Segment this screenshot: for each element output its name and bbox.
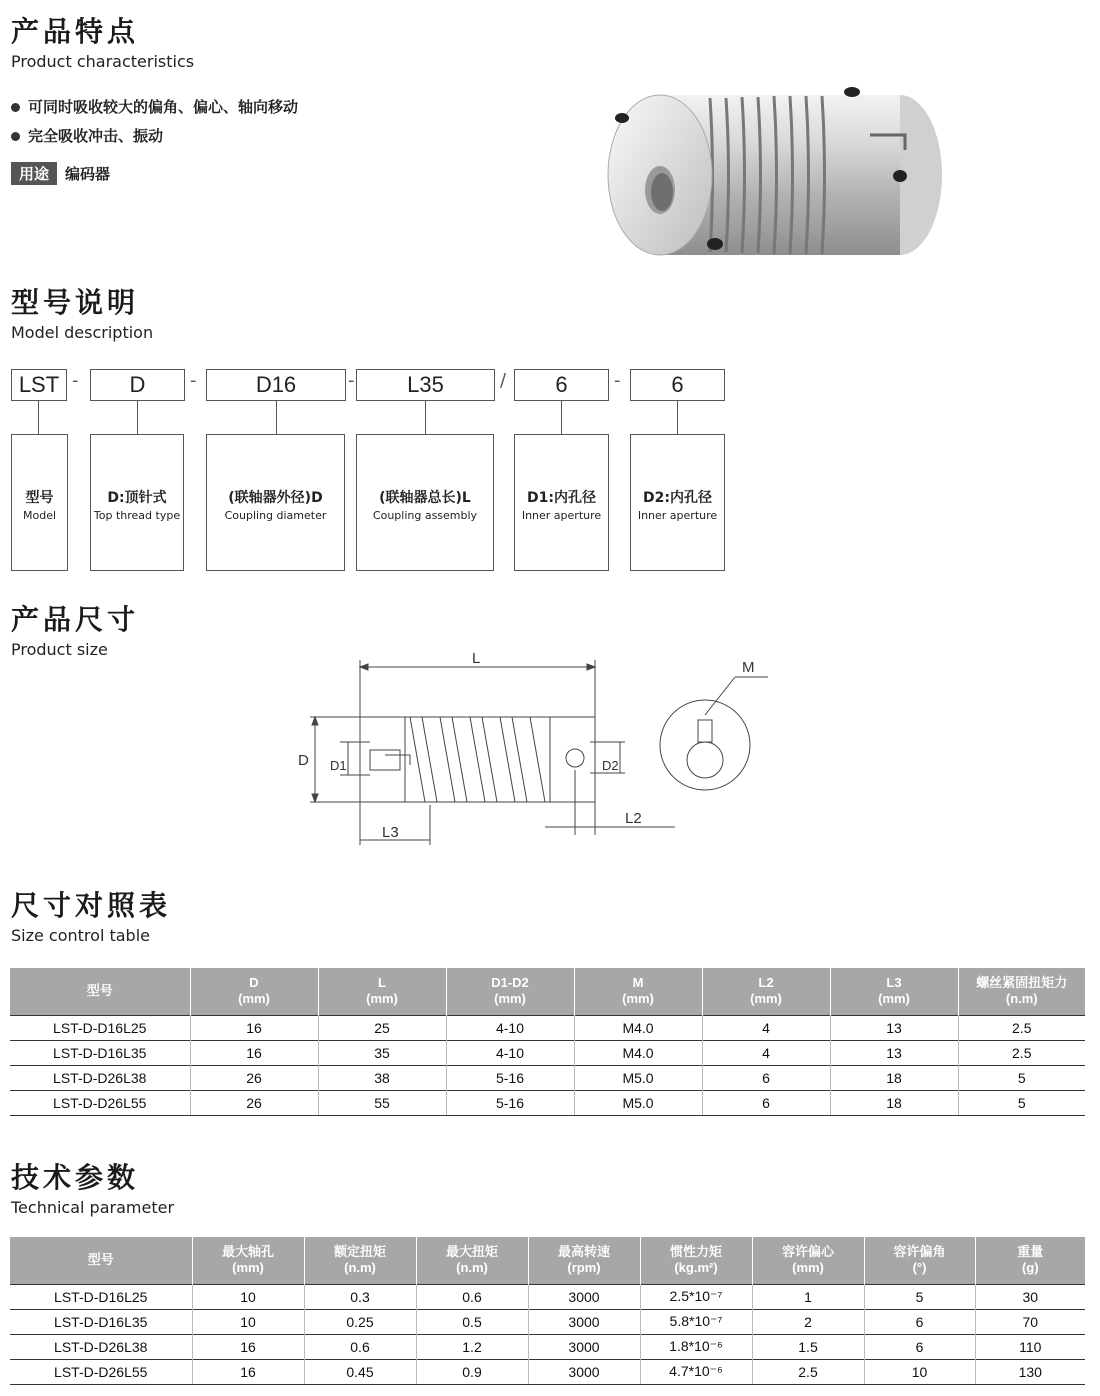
column-header bbox=[640, 1237, 752, 1284]
connector-line bbox=[677, 401, 678, 434]
column-header-unit: (rpm) bbox=[567, 1260, 601, 1276]
table-cell: 6 bbox=[702, 1090, 830, 1115]
bullet-dot-icon bbox=[11, 132, 20, 141]
column-header-label: L2 bbox=[758, 975, 774, 991]
size-table-title-cn: 尺寸对照表 bbox=[11, 889, 172, 922]
connector-line bbox=[425, 401, 426, 434]
dimension-drawing bbox=[290, 645, 780, 855]
coupling-product-image bbox=[600, 80, 950, 270]
column-header-unit: (g) bbox=[1021, 1260, 1039, 1276]
table-cell: LST-D-D26L38 bbox=[10, 1334, 192, 1359]
model-separator: - bbox=[614, 370, 621, 391]
model-desc-box bbox=[11, 434, 68, 571]
model-desc-cn: (联轴器总长)L bbox=[379, 490, 471, 506]
use-label: 用途 bbox=[11, 162, 57, 185]
table-cell: 1 bbox=[752, 1284, 864, 1309]
model-desc-cn: D1:内孔径 bbox=[527, 490, 596, 506]
table-cell: 18 bbox=[830, 1065, 958, 1090]
table-cell: 70 bbox=[975, 1309, 1085, 1334]
model-code-box: D bbox=[90, 369, 185, 401]
table-cell: 4-10 bbox=[446, 1015, 574, 1040]
bullet-dot-icon bbox=[11, 103, 20, 112]
column-header-label: 重量 bbox=[1017, 1244, 1044, 1260]
column-header bbox=[192, 1237, 304, 1284]
table-cell: 10 bbox=[192, 1284, 304, 1309]
column-header-unit: (n.m) bbox=[344, 1260, 376, 1276]
table-row bbox=[10, 1359, 1085, 1384]
dim-label-D: D bbox=[298, 752, 309, 769]
size-control-table bbox=[10, 968, 1085, 1116]
table-cell: 130 bbox=[975, 1359, 1085, 1384]
column-header-unit: (mm) bbox=[792, 1260, 824, 1276]
table-cell: 5-16 bbox=[446, 1065, 574, 1090]
model-desc-en: Coupling diameter bbox=[224, 509, 327, 522]
table-cell: LST-D-D16L25 bbox=[10, 1015, 190, 1040]
connector-line bbox=[561, 401, 562, 434]
column-header-label: 最大轴孔 bbox=[221, 1244, 274, 1260]
table-row bbox=[10, 1090, 1085, 1115]
model-desc-en: Model bbox=[22, 509, 57, 522]
column-header-label: M bbox=[632, 975, 644, 991]
column-header-unit: (mm) bbox=[238, 991, 270, 1007]
table-cell: 3000 bbox=[528, 1359, 640, 1384]
table-cell: 10 bbox=[864, 1359, 975, 1384]
table-row bbox=[10, 1334, 1085, 1359]
column-header-label: 型号 bbox=[87, 1252, 114, 1268]
table-cell: 16 bbox=[190, 1040, 318, 1065]
column-header-unit: (n.m) bbox=[456, 1260, 488, 1276]
table-cell: 0.45 bbox=[304, 1359, 416, 1384]
table-cell: 2.5 bbox=[958, 1040, 1085, 1065]
table-row bbox=[10, 1065, 1085, 1090]
connector-line bbox=[276, 401, 277, 434]
table-cell: M4.0 bbox=[574, 1040, 702, 1065]
column-header-unit: (mm) bbox=[494, 991, 526, 1007]
column-header-label: 最大扭矩 bbox=[445, 1244, 498, 1260]
model-desc-box bbox=[356, 434, 494, 571]
table-cell: 55 bbox=[318, 1090, 446, 1115]
column-header-unit: (mm) bbox=[232, 1260, 264, 1276]
column-header-label: 型号 bbox=[86, 983, 113, 999]
column-header-unit: (mm) bbox=[622, 991, 654, 1007]
table-cell: 5.8*10⁻⁷ bbox=[640, 1309, 752, 1334]
table-cell: 5 bbox=[958, 1065, 1085, 1090]
features-title-en: Product characteristics bbox=[11, 52, 195, 71]
table-cell: 0.5 bbox=[416, 1309, 528, 1334]
column-header-label: 额定扭矩 bbox=[333, 1244, 386, 1260]
column-header-label: 容许偏心 bbox=[781, 1244, 834, 1260]
model-separator: / bbox=[500, 370, 507, 391]
table-cell: 4-10 bbox=[446, 1040, 574, 1065]
column-header bbox=[830, 968, 958, 1015]
table-row bbox=[10, 1040, 1085, 1065]
table-cell: M4.0 bbox=[574, 1015, 702, 1040]
table-cell: M5.0 bbox=[574, 1090, 702, 1115]
table-cell: 6 bbox=[702, 1065, 830, 1090]
table-cell: 0.3 bbox=[304, 1284, 416, 1309]
table-cell: 4.7*10⁻⁶ bbox=[640, 1359, 752, 1384]
column-header bbox=[958, 968, 1085, 1015]
dim-label-D2: D2 bbox=[602, 758, 619, 773]
model-desc-en: Inner aperture bbox=[637, 509, 718, 522]
feature-bullet bbox=[11, 96, 298, 117]
technical-parameter-table bbox=[10, 1237, 1085, 1385]
table-cell: 0.25 bbox=[304, 1309, 416, 1334]
model-desc-en: Inner aperture bbox=[521, 509, 602, 522]
dim-label-L3: L3 bbox=[382, 824, 399, 841]
model-code-box: D16 bbox=[206, 369, 346, 401]
column-header-label: D bbox=[249, 975, 259, 991]
tech-title-cn: 技术参数 bbox=[11, 1161, 140, 1194]
dim-label-D1: D1 bbox=[330, 758, 347, 773]
column-header-label: 螺丝紧固扭矩力 bbox=[976, 975, 1068, 991]
table-cell: 0.6 bbox=[416, 1284, 528, 1309]
column-header-unit: (mm) bbox=[878, 991, 910, 1007]
model-desc-box bbox=[206, 434, 345, 571]
table-cell: 110 bbox=[975, 1334, 1085, 1359]
column-header-unit: (mm) bbox=[366, 991, 398, 1007]
model-desc-en: Coupling assembly bbox=[372, 509, 478, 522]
column-header bbox=[864, 1237, 975, 1284]
model-desc-box bbox=[514, 434, 609, 571]
table-cell: 4 bbox=[702, 1040, 830, 1065]
size-table-title-en: Size control table bbox=[11, 926, 150, 945]
table-cell: 30 bbox=[975, 1284, 1085, 1309]
table-cell: LST-D-D26L38 bbox=[10, 1065, 190, 1090]
model-separator: - bbox=[72, 370, 79, 391]
table-cell: 1.5 bbox=[752, 1334, 864, 1359]
table-cell: 16 bbox=[192, 1334, 304, 1359]
table-cell: 25 bbox=[318, 1015, 446, 1040]
table-cell: LST-D-D16L35 bbox=[10, 1309, 192, 1334]
table-cell: 3000 bbox=[528, 1309, 640, 1334]
table-cell: 35 bbox=[318, 1040, 446, 1065]
column-header bbox=[10, 1237, 192, 1284]
column-header bbox=[752, 1237, 864, 1284]
table-cell: 18 bbox=[830, 1090, 958, 1115]
column-header bbox=[702, 968, 830, 1015]
model-desc-cn: D2:内孔径 bbox=[643, 490, 712, 506]
column-header-label: 容许偏角 bbox=[893, 1244, 946, 1260]
table-row bbox=[10, 1284, 1085, 1309]
table-cell: 1.8*10⁻⁶ bbox=[640, 1334, 752, 1359]
model-code-box: LST bbox=[11, 369, 67, 401]
use-value: 编码器 bbox=[65, 165, 111, 183]
table-cell: 1.2 bbox=[416, 1334, 528, 1359]
features-title-cn: 产品特点 bbox=[11, 15, 140, 48]
model-desc-box bbox=[90, 434, 184, 571]
table-cell: 3000 bbox=[528, 1284, 640, 1309]
use-line bbox=[11, 162, 110, 185]
table-row bbox=[10, 1309, 1085, 1334]
feature-bullet-text: 可同时吸收较大的偏角、偏心、轴向移动 bbox=[28, 98, 299, 116]
model-desc-cn: D:顶针式 bbox=[107, 490, 167, 506]
model-desc-cn: 型号 bbox=[25, 490, 54, 506]
table-cell: 16 bbox=[192, 1359, 304, 1384]
column-header-unit: (kg.m²) bbox=[674, 1260, 718, 1276]
column-header bbox=[10, 968, 190, 1015]
model-code-box: L35 bbox=[356, 369, 495, 401]
model-separator: - bbox=[190, 370, 197, 391]
size-title-en: Product size bbox=[11, 640, 108, 659]
table-cell: 16 bbox=[190, 1015, 318, 1040]
table-cell: 26 bbox=[190, 1090, 318, 1115]
dim-label-L2: L2 bbox=[625, 810, 642, 827]
model-separator: - bbox=[348, 370, 355, 391]
table-cell: 6 bbox=[864, 1334, 975, 1359]
table-cell: 3000 bbox=[528, 1334, 640, 1359]
column-header bbox=[975, 1237, 1085, 1284]
feature-bullet bbox=[11, 125, 163, 146]
table-cell: 0.6 bbox=[304, 1334, 416, 1359]
column-header-unit: (n.m) bbox=[1005, 991, 1038, 1007]
column-header-label: 惯性力矩 bbox=[669, 1244, 722, 1260]
column-header bbox=[528, 1237, 640, 1284]
model-desc-box bbox=[630, 434, 725, 571]
table-cell: 38 bbox=[318, 1065, 446, 1090]
column-header bbox=[446, 968, 574, 1015]
column-header-label: 最高转速 bbox=[557, 1244, 610, 1260]
table-row bbox=[10, 1015, 1085, 1040]
table-cell: LST-D-D26L55 bbox=[10, 1090, 190, 1115]
table-cell: 2.5 bbox=[958, 1015, 1085, 1040]
table-cell: 26 bbox=[190, 1065, 318, 1090]
tech-title-en: Technical parameter bbox=[11, 1198, 175, 1217]
table-cell: 0.9 bbox=[416, 1359, 528, 1384]
model-code-box: 6 bbox=[514, 369, 609, 401]
table-cell: 2.5 bbox=[752, 1359, 864, 1384]
column-header-unit: (°) bbox=[912, 1260, 927, 1276]
dim-label-L: L bbox=[472, 650, 481, 667]
model-desc-en: Top thread type bbox=[93, 509, 181, 522]
column-header bbox=[304, 1237, 416, 1284]
table-cell: 4 bbox=[702, 1015, 830, 1040]
table-cell: 10 bbox=[192, 1309, 304, 1334]
table-cell: 5 bbox=[864, 1284, 975, 1309]
column-header-unit: (mm) bbox=[750, 991, 782, 1007]
column-header-label: D1-D2 bbox=[491, 975, 529, 991]
feature-bullet-text: 完全吸收冲击、振动 bbox=[28, 127, 164, 145]
column-header bbox=[190, 968, 318, 1015]
table-cell: 5-16 bbox=[446, 1090, 574, 1115]
table-cell: 2.5*10⁻⁷ bbox=[640, 1284, 752, 1309]
model-title-en: Model description bbox=[11, 323, 154, 342]
column-header bbox=[416, 1237, 528, 1284]
column-header bbox=[574, 968, 702, 1015]
table-cell: LST-D-D16L35 bbox=[10, 1040, 190, 1065]
table-cell: LST-D-D26L55 bbox=[10, 1359, 192, 1384]
table-cell: LST-D-D16L25 bbox=[10, 1284, 192, 1309]
table-cell: 2 bbox=[752, 1309, 864, 1334]
column-header bbox=[318, 968, 446, 1015]
size-title-cn: 产品尺寸 bbox=[11, 603, 140, 636]
table-cell: 5 bbox=[958, 1090, 1085, 1115]
table-cell: 13 bbox=[830, 1040, 958, 1065]
table-cell: M5.0 bbox=[574, 1065, 702, 1090]
model-desc-cn: (联轴器外径)D bbox=[228, 490, 323, 506]
column-header-label: L bbox=[378, 975, 386, 991]
connector-line bbox=[137, 401, 138, 434]
dim-label-M: M bbox=[742, 659, 755, 676]
model-code-box: 6 bbox=[630, 369, 725, 401]
connector-line bbox=[38, 401, 39, 434]
table-cell: 6 bbox=[864, 1309, 975, 1334]
model-title-cn: 型号说明 bbox=[11, 286, 140, 319]
table-cell: 13 bbox=[830, 1015, 958, 1040]
column-header-label: L3 bbox=[886, 975, 902, 991]
